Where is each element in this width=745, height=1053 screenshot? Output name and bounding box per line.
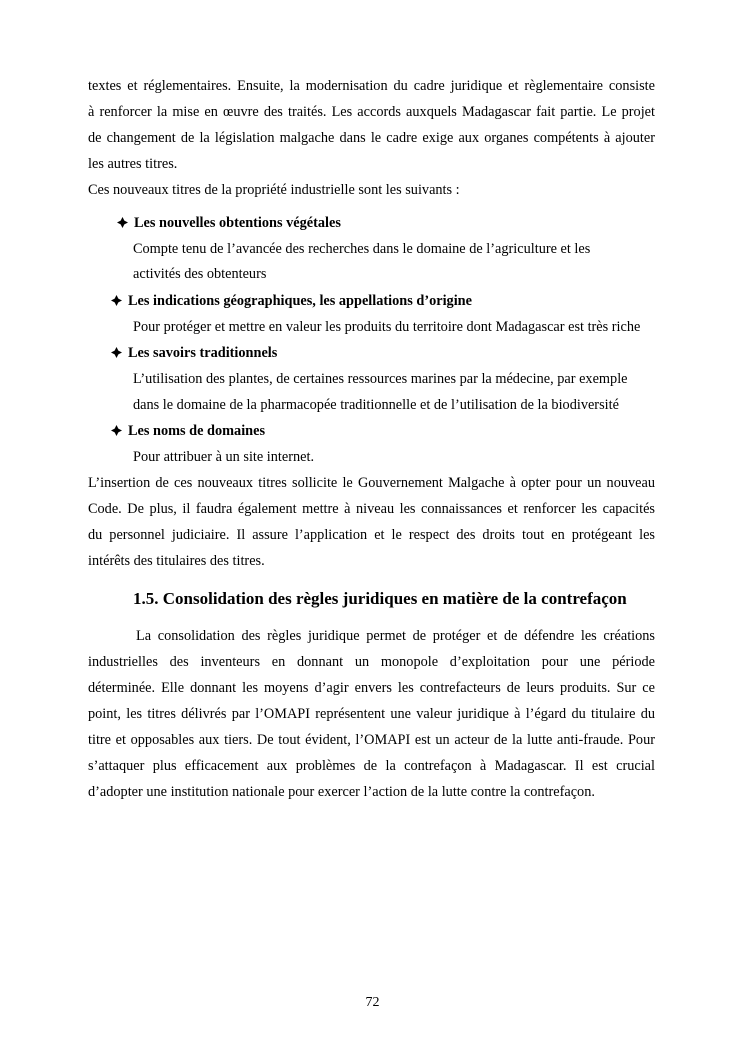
bullet-desc-1b: activités des obtenteurs (133, 266, 267, 282)
bullet-desc-4: Pour attribuer à un site internet. (133, 449, 315, 465)
bullet-title-3: Les savoirs traditionnels (128, 345, 278, 361)
page-number: 72 (365, 995, 380, 1010)
section-line-7: d’adopter une institution nationale pour exercer l’action de la lutte contre la contrefaçon. (88, 784, 595, 800)
bullet-item-2 (111, 292, 472, 310)
intro-line-2: à renforcer la mise en œuvre des traités. Les accords auxquels Madagascar fait partie. Le projet (88, 104, 655, 120)
section-line-5: titre et opposables aux tiers. De tout évident, l’OMAPI est un acteur de la lutte anti-fraude. Pour (88, 732, 655, 748)
bullet-title-1: Les nouvelles obtentions végétales (134, 215, 341, 231)
section-line-6: s’attaquer plus efficacement aux problèmes de la contrefaçon à Madagascar. Il est crucial (88, 758, 655, 774)
insertion-line-1: L’insertion de ces nouveaux titres sollicite le Gouvernement Malgache à opter pour un nouveau (88, 475, 655, 491)
bullet-title-2: Les indications géographiques, les appellations d’origine (128, 293, 472, 309)
bullet-item-1 (117, 214, 341, 232)
intro-line-5: Ces nouveaux titres de la propriété industrielle sont les suivants : (88, 182, 460, 198)
bullet-item-3 (111, 344, 277, 362)
intro-line-4: les autres titres. (88, 156, 178, 172)
bullet-desc-3a: L’utilisation des plantes, de certaines ressources marines par la médecine, par exemple (133, 371, 628, 387)
intro-line-3: de changement de la législation malgache dans le cadre exige aux organes compétents à ajouter (88, 130, 655, 146)
section-line-2: industrielles des inventeurs en donnant un monopole d’exploitation pour une période (88, 654, 655, 670)
bullet-desc-2: Pour protéger et mettre en valeur les produits du territoire dont Madagascar est très riche (133, 319, 641, 335)
insertion-line-2: Code. De plus, il faudra également mettre à niveau les connaissances et renforcer les capacités (88, 501, 655, 517)
section-line-3: déterminée. Elle donnant les moyens d’agir envers les contrefacteurs de leurs produits. Sur ce (88, 680, 655, 696)
diamond-bullet-icon (111, 347, 122, 358)
bullet-desc-1a: Compte tenu de l’avancée des recherches dans le domaine de l’agriculture et les (133, 241, 591, 257)
insertion-line-3: du personnel judiciaire. Il assure l’application et le respect des droits tout en protégeant les (88, 527, 655, 543)
bullet-item-4 (111, 422, 265, 440)
intro-line-1: textes et réglementaires. Ensuite, la modernisation du cadre juridique et règlementaire consiste (88, 78, 655, 94)
section-line-1: La consolidation des règles juridique permet de protéger et de défendre les créations (136, 628, 655, 644)
diamond-bullet-icon (111, 295, 122, 306)
diamond-bullet-icon (117, 217, 128, 228)
diamond-bullet-icon (111, 425, 122, 436)
section-line-4: point, les titres délivrés par l’OMAPI représentent une valeur juridique à l’égard du titulaire du (88, 706, 655, 722)
bullet-desc-3b: dans le domaine de la pharmacopée traditionnelle et de l’utilisation de la biodiversité (133, 397, 619, 413)
bullet-title-4: Les noms de domaines (128, 423, 266, 439)
section-heading: 1.5. Consolidation des règles juridiques en matière de la contrefaçon (133, 589, 627, 608)
insertion-line-4: intérêts des titulaires des titres. (88, 553, 265, 569)
